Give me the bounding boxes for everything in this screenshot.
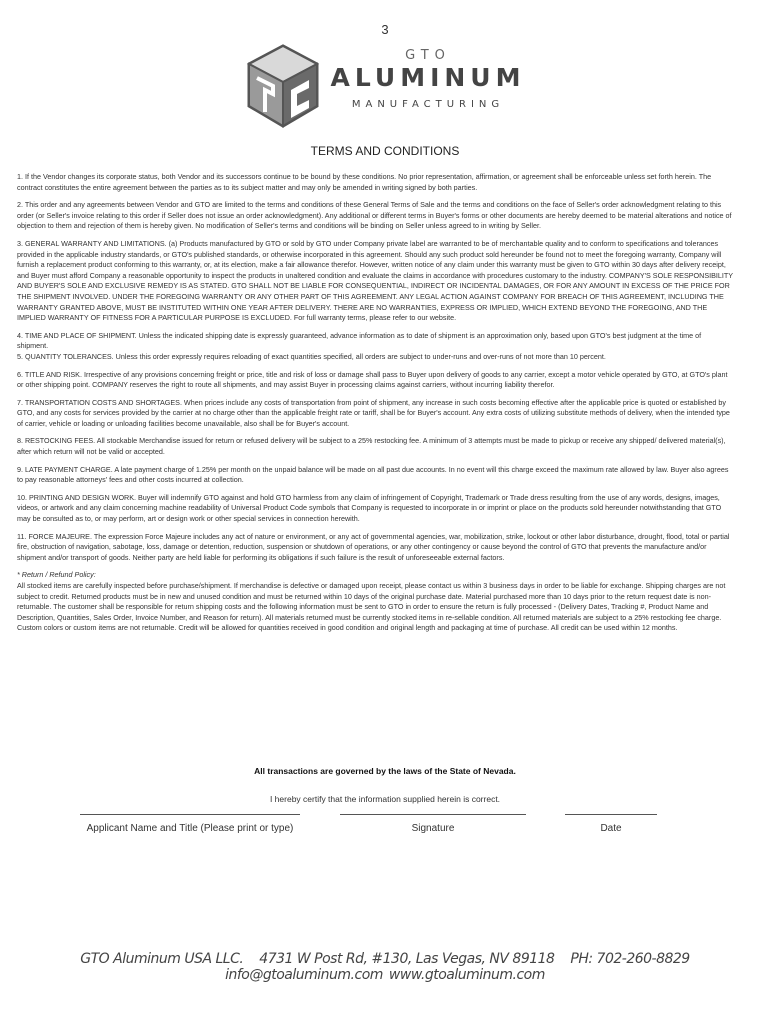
signature-line [340, 814, 526, 815]
footer-address: 4731 W Post Rd, #130, Las Vegas, NV 89118 [259, 951, 555, 967]
clause-10: 10. PRINTING AND DESIGN WORK. Buyer will indemnify GTO against and hold GTO harmless from any claim of infringement of Copyright, Trademark or Trade dress resulting from the use of any words, designs, images, videos, or artwork and any claim concerning machine readability of Universal Product Code symbols that Company is requested to incorporate in or imprint or place on the products sold hereunder notwithstanding that GTO may be consulted as to, or may perform, art or design work or other special services in connection herewith. [17, 492, 722, 524]
governing-law: All transactions are governed by the laws of the State of Nevada. [254, 766, 516, 776]
signature-label: Signature [411, 823, 455, 834]
company-logo [243, 42, 533, 132]
gto-cube-icon [243, 42, 323, 130]
terms-body [17, 172, 733, 641]
clause-9: 9. LATE PAYMENT CHARGE. A late payment charge of 1.25% per month on the unpaid balance will be made on all past due accounts. In no event will this charge exceed the maximum rate allowed by law. Buyer also agrees to pay reasonable attorneys' fees and other costs incurred at collection. [17, 464, 729, 485]
logo-aluminum: ALUMINUM [330, 63, 526, 92]
clause-11: 11. FORCE MAJEURE. The expression Force Majeure includes any act of nature or environment, or any act of governmental agencies, war, mobilization, strike, lockout or other labor disturbance, drought, flood, total or partial fire, obstruction of navigation, sabotage, loss, damage or detention, reduction, suspension or shutdown of operations, or any other contingency or cause beyond the control of GTO that prevents the manufacture and/or shipment and/or transport of goods. Neither party are held liable for performing its obligations if such failure is the result of unforeseeable external factors. [17, 531, 730, 562]
applicant-label: Applicant Name and Title (Please print or type) [86, 823, 294, 834]
date-label: Date [600, 823, 622, 834]
clause-7: 7. TRANSPORTATION COSTS AND SHORTAGES. When prices include any costs of transportation from point of shipment, any increase in such costs becoming effective after the applicable price is quoted or established by GTO, and any costs for services provided by the carrier at no charge other than the applicable freight rate or tariff, shall be for Buyer's account. Any extra costs of utilizing substitute methods of delivery, when the intended type of carrier, vehicle or loading or unloading facilities become unavailable, also shall be for Buyer's account. [17, 397, 730, 428]
footer-company: GTO Aluminum USA LLC. [80, 951, 244, 967]
clause-8: 8. RESTOCKING FEES. All stockable Merchandise issued for return or refused delivery will be subject to a 25% restocking fee. A minimum of 3 attempts must be made to pickup or receive any shipped/ delivered material(s), after which return will not be valid or accepted. [17, 436, 726, 457]
return-policy-text: All stocked items are carefully inspected before purchase/shipment. If merchandise is defective or damaged upon receipt, please contact us within 3 business days in order to be liable for exchange. Shipping charges are not subject to credit. Returned products must be in new and unused condition and must be returned within 10 days of the original purchase date. Material purchased more than 10 days prior to the return request date is non-returnable. The customer shall be responsible for return shipping costs and the following information must be sent to GTO in order to ensure the return is fully processed - (Delivery Dates, Tracking #, Product Name and Description, Quantities, Sales Order, Invoice Number, and Reason for return). All materials returned must be currently stocked items in re-sellable condition. All returned materials are subject to a 25% restocking fee charge. Custom colors or custom items are not returnable. Credit will be allowed for quantities received in good condition and original length and packaging at time of purchase. All credit can be used within 12 months. [17, 581, 726, 633]
clause-2: 2. This order and any agreements between Vendor and GTO are limited to the terms and conditions of these General Terms of Sale and the terms and conditions on the face of Seller's order acknowledgment relating to this order (or Seller's invoice relating to this order if Seller does not issue an order acknowledgment). Any additional or different terms in Buyer's forms or other documents are hereby deemed to be material alterations and notice of objection to them and rejection of them is hereby given. No modification of Seller's terms and conditions will be binding on Seller unless agreed to in writing by Seller. [17, 200, 732, 231]
date-line [565, 814, 657, 815]
footer-phone: PH: 702-260-8829 [570, 951, 690, 967]
footer-website[interactable]: www.gtoaluminum.com [388, 967, 545, 983]
clause-5: 5. QUANTITY TOLERANCES. Unless this order expressly requires reloading of exact quantities specified, all orders are subject to under-runs and over-runs of not more than 10 percent. [17, 351, 606, 361]
clause-3: 3. GENERAL WARRANTY AND LIMITATIONS. (a) Products manufactured by GTO or sold by GTO under Company private label are warranted to be of merchantable quality and to conform to specifications and tolerances provided in the applicable industry standards, or GTO's published standards, or otherwise incorporated in this agreement. Should any such product sold hereunder be found not to meet the foregoing warranty, Company will furnish a replacement product conforming to this warranty, or, at its election, make a fair allowance therefor. However, written notice of any claim under this warranty must be given to GTO within 30 days after delivery receipt, and Buyer must afford Company a reasonable opportunity to inspect the products in unaltered condition and evaluate the claims in accordance with procedures customary to the industry. COMPANY'S SOLE RESPONSIBILITY AND BUYER'S SOLE AND EXCLUSIVE REMEDY IS AS STATED. GTO SHALL NOT BE LIABLE FOR CONSEQUENTIAL, INDIRECT OR INCIDENTAL DAMAGES, OR FOR ANY AMOUNT IN EXCESS OF THE PRICE FOR THE SHIPMENT INVOLVED. UNDER THE FOREGOING WARRANTY OR ANY OTHER PART OF THIS AGREEMENT. ANY LEGAL ACTION AGAINST COMPANY FOR BREACH OF THIS AGREEMENT, INCLUDING THE WARRANTY GRANTED ABOVE, MUST BE INSTITUTED WITHIN ONE YEAR AFTER DELIVERY. THERE ARE NO WARRANTIES, EXPRESS OR IMPLIED, WHICH EXTEND BEYOND THE FOREGOING, AND THE IMPLIED WARRANTY OF FITNESS FOR A PARTICULAR PURPOSE IS EXCLUDED. For full warranty terms, please refer to our website. [17, 238, 733, 323]
document-title: TERMS AND CONDITIONS [310, 144, 460, 158]
footer [0, 951, 770, 983]
applicant-signature-block [80, 814, 300, 834]
applicant-line [80, 814, 300, 815]
logo-gto: GTO [405, 48, 451, 63]
certification-statement: I hereby certify that the information supplied herein is correct. [269, 794, 501, 804]
footer-email[interactable]: info@gtoaluminum.com [225, 967, 383, 983]
clause-1: 1. If the Vendor changes its corporate status, both Vendor and its successors continue to be bound by these conditions. No prior representation, affirmation, or agreement shall be enforceable unless set forth herein. The contract constitutes the entire agreement between the parties as to its subject matter and may only be amended in writing signed by both parties. [17, 172, 712, 192]
clause-4: 4. TIME AND PLACE OF SHIPMENT. Unless the indicated shipping date is expressly guaranteed, advance information as to date of shipment is an approximation only, based upon GTO's best judgment at the time of shipment. [17, 330, 702, 351]
date-block [565, 814, 657, 834]
logo-manufacturing: MANUFACTURING [351, 99, 505, 110]
brand-text [323, 42, 533, 132]
clause-6: 6. TITLE AND RISK. Irrespective of any provisions concerning freight or price, title and risk of loss or damage shall pass to Buyer upon delivery of goods to any carrier, except a motor vehicle operated by GTO, at GTO's plant or other shipping point. COMPANY reserves the right to route all shipments, and may assist Buyer in processing claims against carriers, without incurring liability therefor. [17, 369, 728, 390]
return-policy-heading: * Return / Refund Policy: [17, 570, 96, 580]
page-number: 3 [381, 22, 389, 37]
signature-block [340, 814, 526, 834]
